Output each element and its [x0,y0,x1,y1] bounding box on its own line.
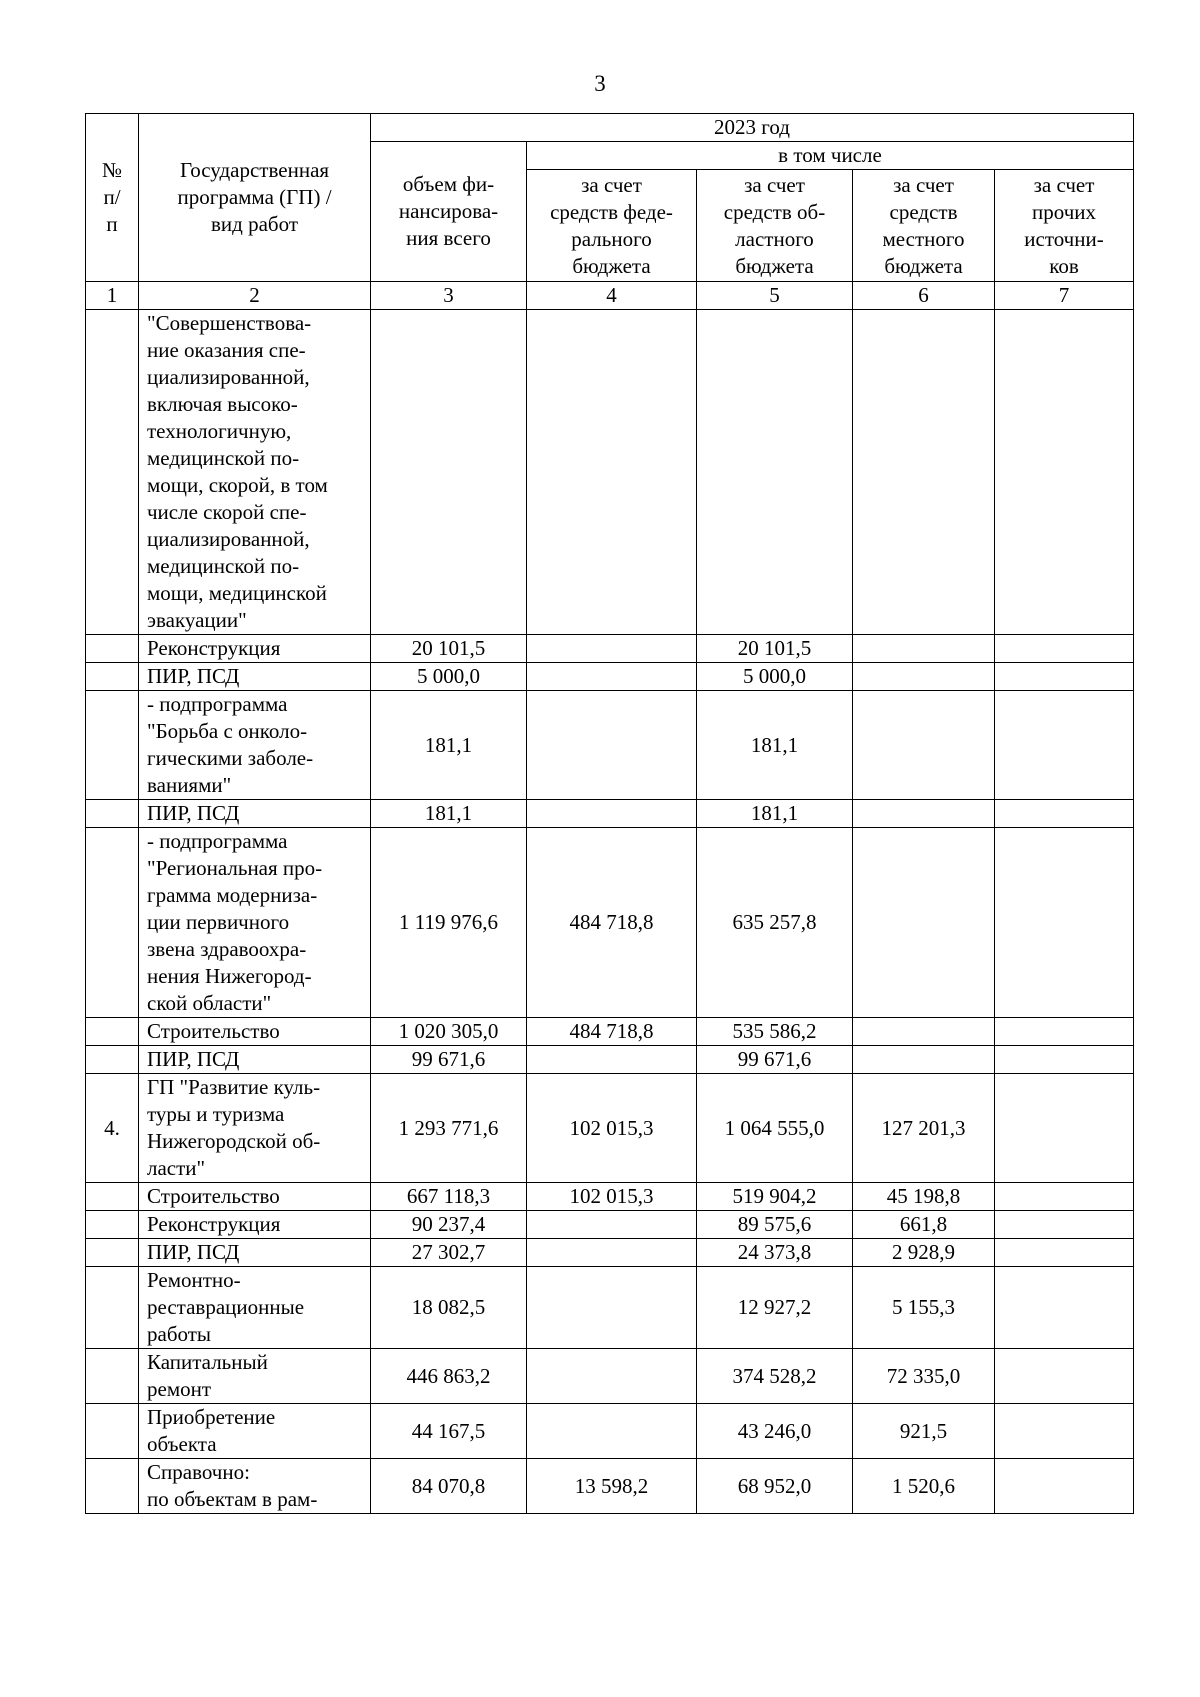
row-local: 5 155,3 [853,1267,995,1349]
row-local: 1 520,6 [853,1459,995,1514]
column-index: 3 [371,282,527,310]
row-total: 1 119 976,6 [371,828,527,1018]
row-number [86,828,139,1018]
row-number [86,1211,139,1239]
row-name: - подпрограмма "Региональная про- грамма модерниза- ции первичного звена здравоохра- нения Нижегород- ской области" [139,828,371,1018]
row-total: 44 167,5 [371,1404,527,1459]
row-federal: 102 015,3 [527,1183,697,1211]
row-number [86,663,139,691]
row-number [86,1267,139,1349]
row-number [86,1046,139,1074]
row-local [853,800,995,828]
column-index: 6 [853,282,995,310]
table-row [86,1018,1134,1046]
row-regional: 24 373,8 [697,1239,853,1267]
row-local: 2 928,9 [853,1239,995,1267]
table-row [86,1074,1134,1183]
row-local [853,1046,995,1074]
row-number: 4. [86,1074,139,1183]
financing-table [85,113,1134,1514]
row-regional [697,310,853,635]
row-federal [527,1349,697,1404]
row-other [995,310,1134,635]
row-regional: 535 586,2 [697,1018,853,1046]
row-number [86,1459,139,1514]
column-index: 1 [86,282,139,310]
table-row [86,800,1134,828]
row-regional: 1 064 555,0 [697,1074,853,1183]
row-name: ПИР, ПСД [139,663,371,691]
table-row [86,1349,1134,1404]
row-other [995,1018,1134,1046]
row-total: 1 293 771,6 [371,1074,527,1183]
row-other [995,828,1134,1018]
table-row [86,691,1134,800]
row-regional: 181,1 [697,691,853,800]
row-other [995,635,1134,663]
row-total: 20 101,5 [371,635,527,663]
row-name: Реконструкция [139,635,371,663]
row-name: Ремонтно- реставрационные работы [139,1267,371,1349]
table-row [86,828,1134,1018]
row-regional: 43 246,0 [697,1404,853,1459]
row-name: ПИР, ПСД [139,1239,371,1267]
row-local: 661,8 [853,1211,995,1239]
row-other [995,663,1134,691]
row-federal [527,663,697,691]
row-total: 5 000,0 [371,663,527,691]
row-local [853,663,995,691]
row-other [995,800,1134,828]
row-federal [527,310,697,635]
row-name: Строительство [139,1018,371,1046]
row-local [853,691,995,800]
row-other [995,1459,1134,1514]
column-index: 7 [995,282,1134,310]
row-number [86,1183,139,1211]
row-number [86,1018,139,1046]
row-regional: 20 101,5 [697,635,853,663]
row-name: Строительство [139,1183,371,1211]
row-number [86,1239,139,1267]
header-federal: за счет средств феде- рального бюджета [527,170,697,282]
row-total: 181,1 [371,800,527,828]
row-total: 446 863,2 [371,1349,527,1404]
header-program: Государственная программа (ГП) / вид работ [139,114,371,282]
row-regional: 68 952,0 [697,1459,853,1514]
header-year: 2023 год [371,114,1134,142]
row-regional: 5 000,0 [697,663,853,691]
row-regional: 519 904,2 [697,1183,853,1211]
row-local [853,635,995,663]
row-total [371,310,527,635]
table-row [86,663,1134,691]
row-number [86,691,139,800]
row-total: 84 070,8 [371,1459,527,1514]
row-federal [527,1267,697,1349]
row-other [995,1211,1134,1239]
row-federal: 13 598,2 [527,1459,697,1514]
row-federal [527,635,697,663]
header-other: за счет прочих источни- ков [995,170,1134,282]
table-row [86,1211,1134,1239]
row-other [995,1074,1134,1183]
row-federal [527,1211,697,1239]
column-index: 4 [527,282,697,310]
row-federal: 484 718,8 [527,828,697,1018]
column-index-row [86,282,1134,310]
row-regional: 89 575,6 [697,1211,853,1239]
row-other [995,1267,1134,1349]
row-name: "Совершенствова- ние оказания спе- циализированной, включая высоко- технологичную, медицинской по- мощи, скорой, в том числе скорой спе- циализированной, медицинской по- мощи, медицинской эвакуации" [139,310,371,635]
row-regional: 99 671,6 [697,1046,853,1074]
row-local: 127 201,3 [853,1074,995,1183]
header-including: в том числе [527,142,1134,170]
row-local [853,310,995,635]
row-other [995,691,1134,800]
row-total: 90 237,4 [371,1211,527,1239]
table-row [86,310,1134,635]
row-name: Приобретение объекта [139,1404,371,1459]
row-total: 99 671,6 [371,1046,527,1074]
row-other [995,1046,1134,1074]
table-row [86,635,1134,663]
row-total: 27 302,7 [371,1239,527,1267]
row-total: 18 082,5 [371,1267,527,1349]
table-row [86,1459,1134,1514]
table-row [86,1267,1134,1349]
row-name: ПИР, ПСД [139,1046,371,1074]
row-name: ГП "Развитие куль- туры и туризма Нижегородской об- ласти" [139,1074,371,1183]
table-row [86,1183,1134,1211]
table-row [86,1239,1134,1267]
row-regional: 635 257,8 [697,828,853,1018]
row-other [995,1183,1134,1211]
row-federal: 484 718,8 [527,1018,697,1046]
row-number [86,1349,139,1404]
row-local: 921,5 [853,1404,995,1459]
row-federal [527,800,697,828]
row-name: - подпрограмма "Борьба с онколо- гическими заболе- ваниями" [139,691,371,800]
row-regional: 181,1 [697,800,853,828]
row-number [86,310,139,635]
column-index: 2 [139,282,371,310]
row-local [853,1018,995,1046]
row-total: 667 118,3 [371,1183,527,1211]
row-local [853,828,995,1018]
row-federal [527,1239,697,1267]
row-name: Справочно: по объектам в рам- [139,1459,371,1514]
row-regional: 374 528,2 [697,1349,853,1404]
row-total: 1 020 305,0 [371,1018,527,1046]
row-number [86,1404,139,1459]
row-other [995,1239,1134,1267]
header-local: за счет средств местного бюджета [853,170,995,282]
row-federal [527,1046,697,1074]
row-name: Реконструкция [139,1211,371,1239]
row-other [995,1349,1134,1404]
row-federal [527,691,697,800]
row-regional: 12 927,2 [697,1267,853,1349]
row-number [86,800,139,828]
row-number [86,635,139,663]
table-row [86,1404,1134,1459]
row-other [995,1404,1134,1459]
row-local: 45 198,8 [853,1183,995,1211]
row-name: ПИР, ПСД [139,800,371,828]
header-number: № п/ п [86,114,139,282]
row-total: 181,1 [371,691,527,800]
page-number: 3 [594,71,606,96]
row-name: Капитальный ремонт [139,1349,371,1404]
row-federal [527,1404,697,1459]
table-row [86,1046,1134,1074]
row-federal: 102 015,3 [527,1074,697,1183]
row-local: 72 335,0 [853,1349,995,1404]
header-total: объем фи- нансирова- ния всего [371,142,527,282]
header-regional: за счет средств об- ластного бюджета [697,170,853,282]
column-index: 5 [697,282,853,310]
table-body [86,310,1134,1514]
